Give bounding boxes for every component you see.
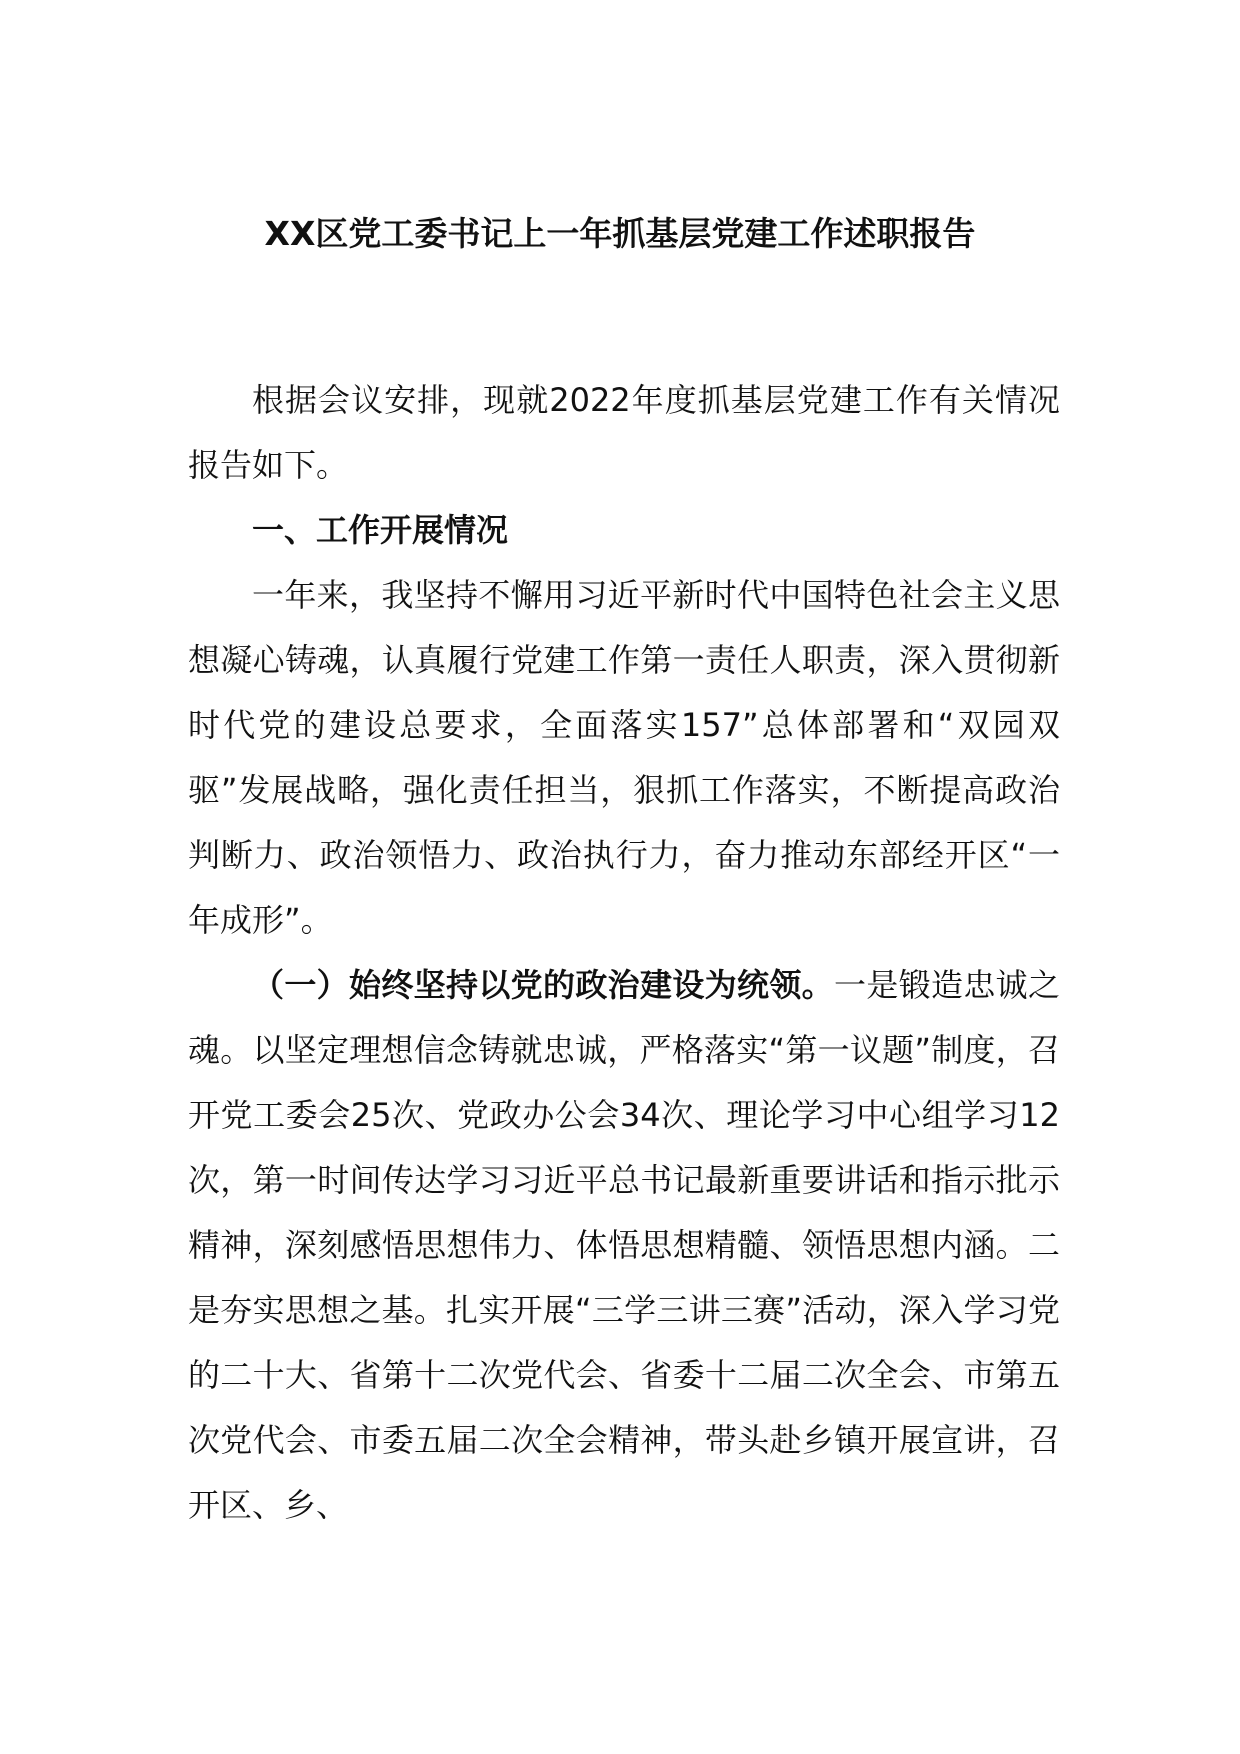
document-body	[188, 368, 1060, 1538]
section-heading: 一、工作开展情况	[252, 511, 509, 549]
subsection-heading: （一）始终坚持以党的政治建设为统领。	[252, 966, 834, 1004]
intro-paragraph: 根据会议安排，现就2022年度抓基层党建工作有关情况报告如下。	[188, 381, 1060, 484]
document-title: XX区党工委书记上一年抓基层党建工作述职报告	[264, 214, 976, 253]
subsection-text: 一是锻造忠诚之魂。以坚定理想信念铸就忠诚，严格落实“第一议题”制度，召开党工委会25次、党政办公会34次、理论学习中心组学习12次，第一时间传达学习习近平总书记最新重要讲话和指示批示精神，深刻感悟思想伟力、体悟思想精髓、领悟思想内涵。二是夯实思想之基。扎实开展“三学三讲三赛”活动，深入学习党的二十大、省第十二次党代会、省委十二届二次全会、市第五次党代会、市委五届二次全会精神，带头赴乡镇开展宣讲，召开区、乡、	[188, 966, 1060, 1524]
subsection-paragraph	[188, 953, 1060, 1538]
section-paragraph: 一年来，我坚持不懈用习近平新时代中国特色社会主义思想凝心铸魂，认真履行党建工作第一责任人职责，深入贯彻新时代党的建设总要求，全面落实157”总体部署和“双园双驱”发展战略，强化责任担当，狠抓工作落实，不断提高政治判断力、政治领悟力、政治执行力，奋力推动东部经开区“一年成形”。	[188, 576, 1060, 939]
